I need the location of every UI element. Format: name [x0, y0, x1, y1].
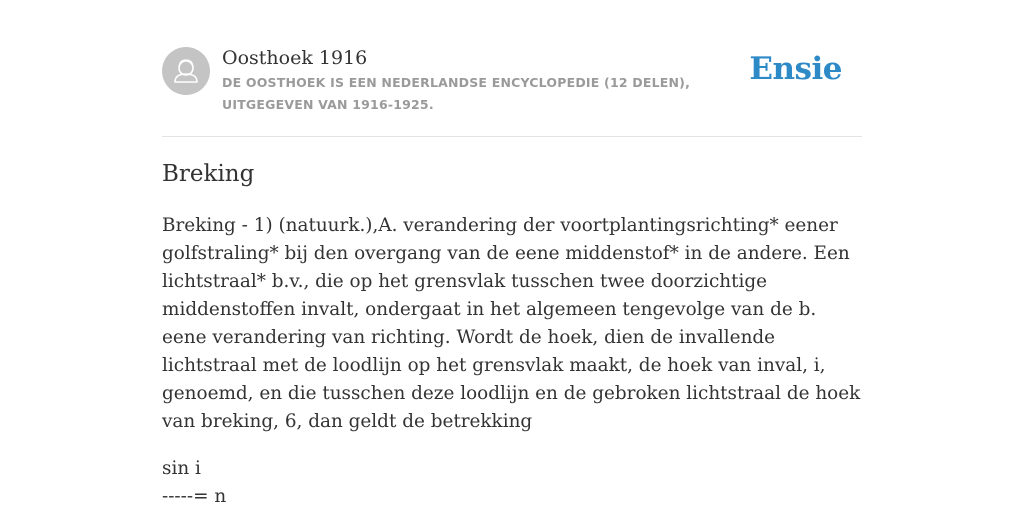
- entry-formula: [162, 455, 862, 511]
- source-title[interactable]: Oosthoek 1916: [222, 47, 368, 69]
- formula-numerator: sin i: [162, 458, 201, 479]
- entry-body: [162, 212, 862, 512]
- ensie-logo[interactable]: Ensie: [749, 51, 842, 87]
- source-header: [162, 46, 862, 137]
- entry-paragraph: Breking - 1) (natuurk.),A. verandering der voortplantingsrichting* eener golfstraling* bij den overgang van de eene middenstof* in de andere. Een lichtstraal* b.v., die op het grensvlak tusschen twee doorzichtige middenstoffen invalt, ondergaat in het algemeen tengevolge van de b. eene verandering van richting. Wordt de hoek, dien de invallende lichtstraal met de loodlijn op het grensvlak maakt, de hoek van inval, i, genoemd, en die tusschen deze loodlijn en de gebroken lichtstraal de hoek van breking, 6, dan geldt de betrekking: [162, 215, 861, 432]
- source-description: DE OOSTHOEK IS EEN NEDERLANDSE ENCYCLOPEDIE (12 DELEN), UITGEGEVEN VAN 1916-1925.: [222, 75, 691, 112]
- source-avatar[interactable]: [162, 47, 210, 95]
- entry-title: Breking: [162, 161, 255, 187]
- user-icon: [162, 47, 210, 95]
- formula-fraction-line: -----= n: [162, 486, 227, 507]
